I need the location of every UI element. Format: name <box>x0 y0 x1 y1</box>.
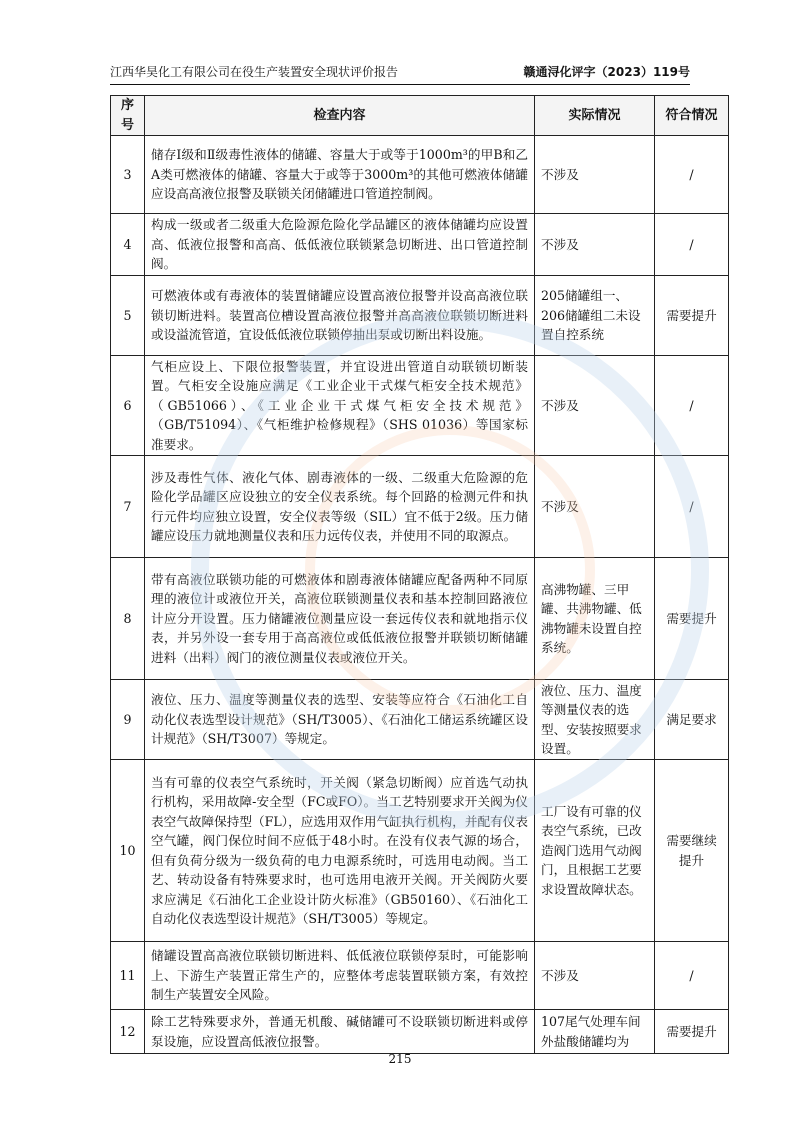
row-num: 12 <box>111 1010 145 1054</box>
column-header-num: 序号 <box>111 96 145 136</box>
column-header-content: 检查内容 <box>145 96 535 136</box>
page-number: 215 <box>388 1052 412 1066</box>
table-row <box>111 356 729 456</box>
table-row <box>111 1010 729 1054</box>
row-content: 构成一级或者二级重大危险源危险化学品罐区的液体储罐均应设置高、低液位报警和高高、低低液位联锁紧急切断进、出口管道控制阀。 <box>145 214 535 276</box>
row-content: 气柜应设上、下限位报警装置，并宜设进出管道自动联锁切断装置。气柜安全设施应满足《工业企业干式煤气柜安全技术规范》（GB51066）、《工业企业干式煤气柜安全技术规范》（GB/T51094）、《气柜维护检修规程》（SHS 01036）等国家标准要求。 <box>145 356 535 456</box>
row-content: 当有可靠的仪表空气系统时，开关阀（紧急切断阀）应首选气动执行机构，采用故障-安全型（FC或FO）。当工艺特别要求开关阀为仪表空气故障保持型（FL），应选用双作用气缸执行机构，并配有仪表空气罐，阀门保位时间不应低于48小时。在没有仪表气源的场合，但有负荷分级为一级负荷的电力电源系统时，可选用电动阀。当工艺、转动设备有特殊要求时，也可选用电液开关阀。开关阀防火要求应满足《石油化工企业设计防火标准》（GB50160）、《石油化工自动化仪表选型设计规范》（SH/T3005）等规定。 <box>145 760 535 942</box>
row-num: 3 <box>111 136 145 214</box>
row-actual: 不涉及 <box>535 942 655 1010</box>
page-header <box>110 62 690 85</box>
row-content: 液位、压力、温度等测量仪表的选型、安装等应符合《石油化工自动化仪表选型设计规范》（SH/T3005）、《石油化工储运系统罐区设计规范》（SH/T3007）等规定。 <box>145 680 535 760</box>
row-actual: 不涉及 <box>535 356 655 456</box>
row-comply: / <box>655 136 729 214</box>
row-content: 储罐设置高高液位联锁切断进料、低低液位联锁停泵时，可能影响上、下游生产装置正常生产的，应整体考虑装置联锁方案，有效控制生产装置安全风险。 <box>145 942 535 1010</box>
table-row <box>111 214 729 276</box>
row-actual: 液位、压力、温度等测量仪表的选型、安装按照要求设置。 <box>535 680 655 760</box>
row-actual: 不涉及 <box>535 214 655 276</box>
row-num: 9 <box>111 680 145 760</box>
row-comply: 需要提升 <box>655 276 729 356</box>
report-number: 赣通浔化评字（2023）119号 <box>523 65 690 79</box>
report-title: 江西华昊化工有限公司在役生产装置安全现状评价报告 <box>110 65 399 79</box>
row-num: 8 <box>111 558 145 680</box>
table-row <box>111 276 729 356</box>
row-num: 10 <box>111 760 145 942</box>
row-content: 可燃液体或有毒液体的装置储罐应设置高液位报警并设高高液位联锁切断进料。装置高位槽设置高液位报警并高高液位联锁切断进料或设溢流管道，宜设低低液位联锁停抽出泵或切断出料设施。 <box>145 276 535 356</box>
row-actual: 205储罐组一、206储罐组二未设置自控系统 <box>535 276 655 356</box>
table-row <box>111 760 729 942</box>
column-header-comply: 符合情况 <box>655 96 729 136</box>
row-comply: 需要提升 <box>655 558 729 680</box>
row-actual: 高沸物罐、三甲罐、共沸物罐、低沸物罐未设置自控系统。 <box>535 558 655 680</box>
row-content: 储存Ⅰ级和Ⅱ级毒性液体的储罐、容量大于或等于1000m³的甲B和乙A类可燃液体的储罐、容量大于或等于3000m³的其他可燃液体储罐应设高高液位报警及联锁关闭储罐进口管道控制阀。 <box>145 136 535 214</box>
row-comply: 需要继续提升 <box>655 760 729 942</box>
inspection-table <box>110 95 729 1054</box>
row-comply: / <box>655 456 729 558</box>
row-num: 6 <box>111 356 145 456</box>
row-content: 涉及毒性气体、液化气体、剧毒液体的一级、二级重大危险源的危险化学品罐区应设独立的安全仪表系统。每个回路的检测元件和执行元件均应独立设置，安全仪表等级（SIL）宜不低于2级。压力储罐应设压力就地测量仪表和压力远传仪表，并使用不同的取源点。 <box>145 456 535 558</box>
row-content: 带有高液位联锁功能的可燃液体和剧毒液体储罐应配备两种不同原理的液位计或液位开关，高液位联锁测量仪表和基本控制回路液位计应分开设置。压力储罐液位测量应设一套远传仪表和就地指示仪表，并另外设一套专用于高高液位或低低液位报警并联锁切断储罐进料（出料）阀门的液位测量仪表或液位开关。 <box>145 558 535 680</box>
column-header-actual: 实际情况 <box>535 96 655 136</box>
table-row <box>111 680 729 760</box>
table-row <box>111 456 729 558</box>
row-comply: 需要提升 <box>655 1010 729 1054</box>
table-row <box>111 942 729 1010</box>
row-comply: / <box>655 356 729 456</box>
row-content: 除工艺特殊要求外，普通无机酸、碱储罐可不设联锁切断进料或停泵设施，应设置高低液位报警。 <box>145 1010 535 1054</box>
row-num: 11 <box>111 942 145 1010</box>
row-num: 4 <box>111 214 145 276</box>
table-header-row <box>111 96 729 136</box>
row-actual: 不涉及 <box>535 136 655 214</box>
row-num: 5 <box>111 276 145 356</box>
row-actual: 107尾气处理车间外盐酸储罐均为 <box>535 1010 655 1054</box>
row-comply: 满足要求 <box>655 680 729 760</box>
row-comply: / <box>655 942 729 1010</box>
row-actual: 不涉及 <box>535 456 655 558</box>
table-row <box>111 136 729 214</box>
row-comply: / <box>655 214 729 276</box>
table-row <box>111 558 729 680</box>
row-num: 7 <box>111 456 145 558</box>
row-actual: 工厂设有可靠的仪表空气系统，已改造阀门选用气动阀门，且根据工艺要求设置故障状态。 <box>535 760 655 942</box>
